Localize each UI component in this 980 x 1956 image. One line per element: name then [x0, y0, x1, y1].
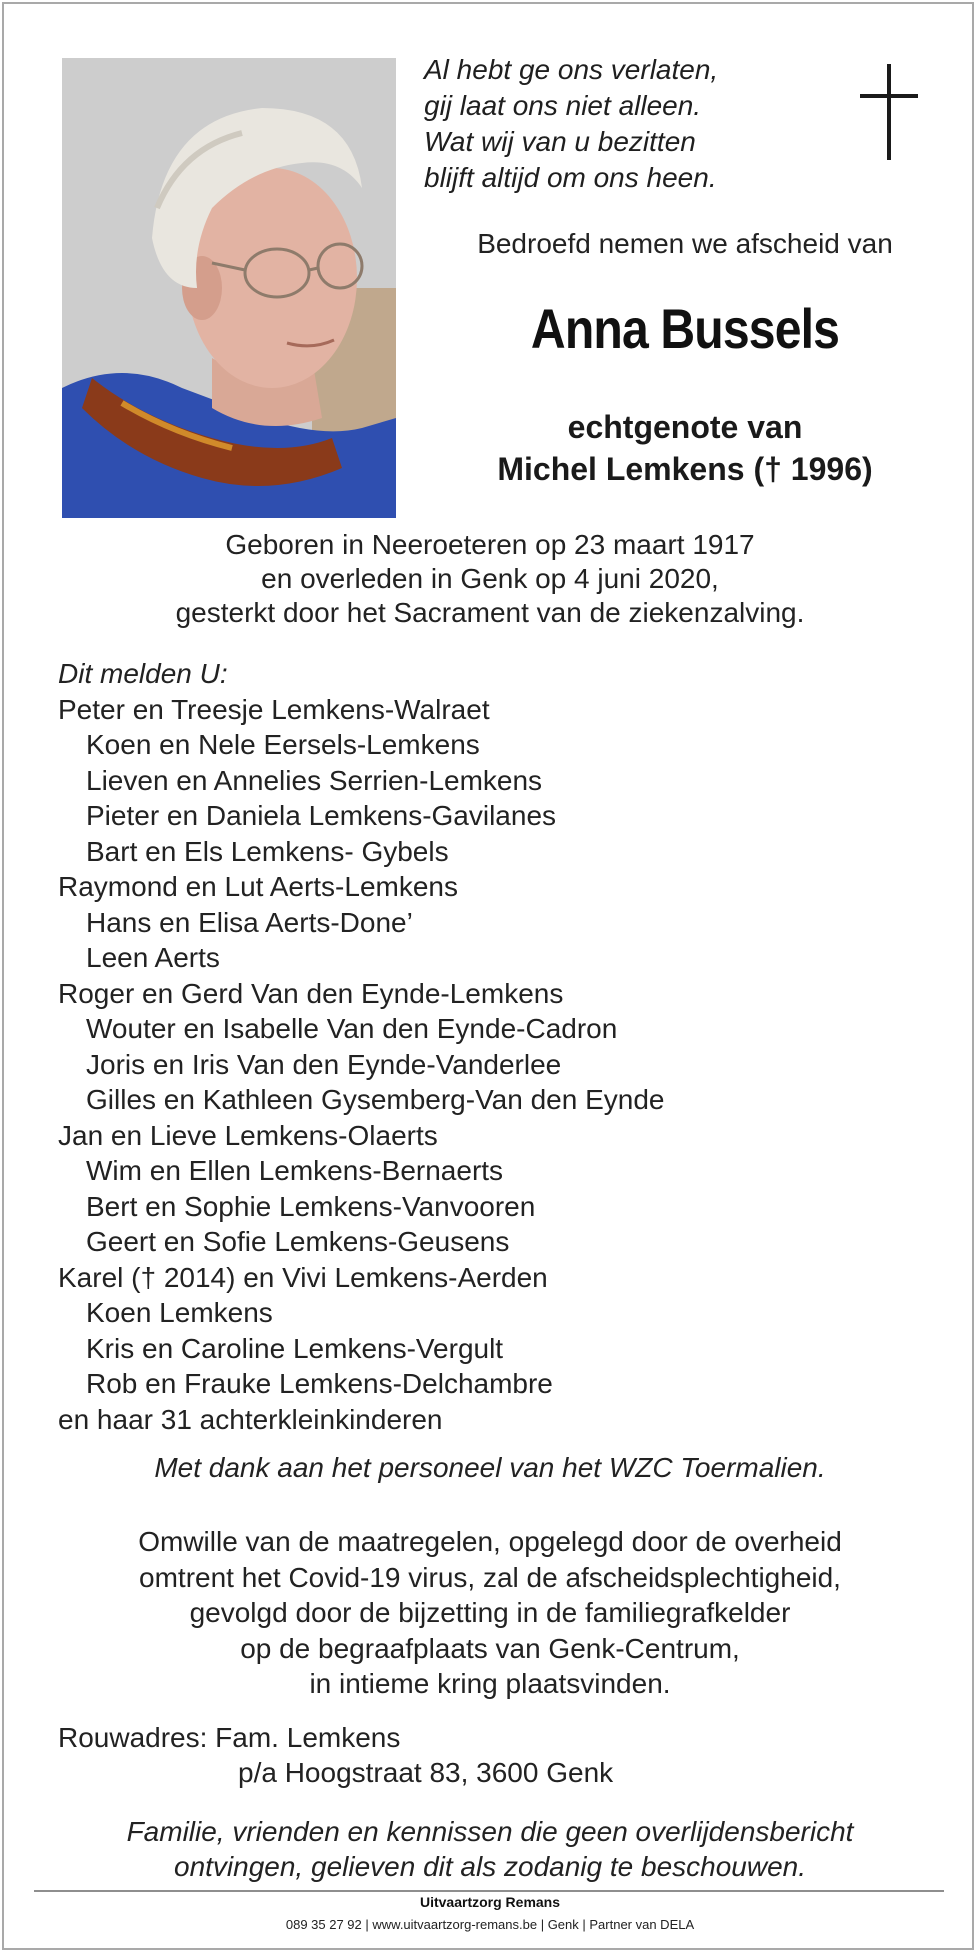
family-member: Kris en Caroline Lemkens-Vergult	[86, 1332, 504, 1364]
family-member: Rob en Frauke Lemkens-Delchambre	[86, 1368, 553, 1399]
dates-line: en overleden in Genk op 4 juni 2020,	[261, 563, 719, 594]
family-member: Geert en Sofie Lemkens-Geusens	[86, 1226, 510, 1257]
family-member: Hans en Elisa Aerts-Done’	[86, 906, 413, 938]
intro-text: Bedroefd nemen we afscheid van	[477, 228, 893, 259]
spouse-info	[400, 406, 970, 490]
family-member: Joris en Iris Van den Eynde-Vanderlee	[86, 1048, 562, 1080]
family-list	[58, 656, 938, 1437]
poem-line: Wat wij van u bezitten	[424, 126, 696, 157]
notice-line: op de begraafplaats van Genk-Centrum,	[240, 1632, 740, 1664]
notice-line: in intieme kring plaatsvinden.	[309, 1668, 671, 1699]
cross-icon	[860, 64, 918, 160]
family-member: Wim en Ellen Lemkens-Bernaerts	[86, 1155, 504, 1186]
address-label: Rouwadres: Fam. Lemkens	[58, 1722, 401, 1753]
funeral-home-name: Uitvaartzorg Remans	[419, 1894, 561, 1910]
family-member: Jan en Lieve Lemkens-Olaerts	[58, 1119, 438, 1151]
birth-death-info	[40, 528, 940, 630]
family-heading: Dit melden U:	[58, 658, 228, 689]
poem	[424, 52, 804, 196]
family-member: Wouter en Isabelle Van den Eynde-Cadron	[86, 1013, 618, 1044]
spouse-line: Michel Lemkens († 1996)	[497, 451, 873, 487]
notice-line: omtrent het Covid-19 virus, zal de afscheidsplechtigheid,	[139, 1561, 841, 1593]
family-member: Lieven en Annelies Serrien-Lemkens	[86, 764, 543, 796]
notice-line: Omwille van de maatregelen, opgelegd door de overheid	[138, 1526, 842, 1557]
family-member: Koen Lemkens	[86, 1297, 273, 1328]
dates-line: gesterkt door het Sacrament van de ziekenzalving.	[175, 597, 805, 628]
covid-notice	[40, 1524, 940, 1702]
spouse-line: echtgenote van	[567, 409, 803, 445]
portrait-photo	[62, 58, 396, 518]
family-member: Karel († 2014) en Vivi Lemkens-Aerden	[58, 1261, 548, 1293]
footer-divider	[34, 1890, 944, 1892]
poem-line: Al hebt ge ons verlaten,	[424, 54, 719, 85]
family-member: Bert en Sophie Lemkens-Vanvooren	[86, 1190, 536, 1222]
family-member: Raymond en Lut Aerts-Lemkens	[58, 871, 458, 902]
dates-line: Geboren in Neeroeteren op 23 maart 1917	[225, 529, 755, 560]
family-member: Koen en Nele Eersels-Lemkens	[86, 729, 480, 760]
thanks-text: Met dank aan het personeel van het WZC Toermalien.	[154, 1452, 826, 1483]
deceased-name: Anna Bussels	[530, 297, 840, 360]
funeral-home-contact: 089 35 27 92 | www.uitvaartzorg-remans.be | Genk | Partner van DELA	[285, 1917, 695, 1932]
family-member: Roger en Gerd Van den Eynde-Lemkens	[58, 977, 564, 1009]
family-member: Gilles en Kathleen Gysemberg-Van den Eynde	[86, 1084, 665, 1115]
closing-line: Familie, vrienden en kennissen die geen overlijdensbericht	[126, 1816, 854, 1847]
closing-line: ontvingen, gelieven dit als zodanig te beschouwen.	[174, 1851, 806, 1882]
closing-text	[40, 1814, 940, 1884]
poem-line: gij laat ons niet alleen.	[424, 90, 702, 121]
family-member: Leen Aerts	[86, 942, 220, 973]
address-street: p/a Hoogstraat 83, 3600 Genk	[238, 1757, 614, 1788]
family-member: en haar 31 achterkleinkinderen	[58, 1403, 443, 1435]
notice-line: gevolgd door de bijzetting in de familiegrafkelder	[189, 1597, 791, 1628]
family-member: Bart en Els Lemkens- Gybels	[86, 835, 449, 867]
family-member: Peter en Treesje Lemkens-Walraet	[58, 693, 490, 725]
family-member: Pieter en Daniela Lemkens-Gavilanes	[86, 800, 557, 831]
poem-line: blijft altijd om ons heen.	[424, 162, 717, 193]
